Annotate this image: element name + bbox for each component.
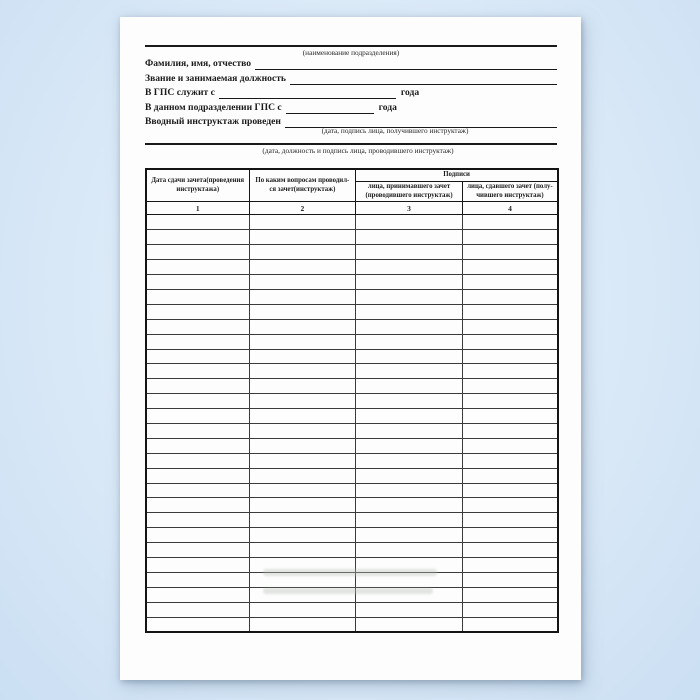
service-since-label: В ГПС служит с	[145, 87, 215, 98]
table-empty-row	[146, 334, 558, 349]
table-empty-cell	[249, 528, 356, 543]
table-empty-cell	[462, 543, 558, 558]
table-empty-cell	[249, 409, 356, 424]
table-empty-cell	[146, 245, 249, 260]
table-empty-cell	[356, 409, 463, 424]
table-empty-cell	[356, 275, 463, 290]
table-empty-cell	[462, 215, 558, 230]
header-examinee-line1: лица, сдавшего зачет (полу-	[467, 182, 553, 190]
header-examinee-column	[462, 181, 558, 202]
table-empty-row	[146, 423, 558, 438]
table-empty-cell	[249, 483, 356, 498]
table-empty-cell	[146, 379, 249, 394]
table-empty-cell	[356, 304, 463, 319]
table-empty-cell	[249, 245, 356, 260]
table-empty-cell	[249, 543, 356, 558]
table-empty-cell	[146, 483, 249, 498]
table-empty-cell	[146, 334, 249, 349]
table-empty-cell	[462, 319, 558, 334]
table-empty-row	[146, 364, 558, 379]
table-empty-cell	[356, 498, 463, 513]
briefing-signature-caption: (дата, подпись лица, получившего инструктаж)	[321, 126, 469, 135]
table-empty-cell	[356, 468, 463, 483]
table-empty-row	[146, 245, 558, 260]
table-empty-cell	[146, 602, 249, 617]
table-empty-cell	[249, 304, 356, 319]
unit-name-blank-line	[145, 45, 557, 47]
header-examiner-line1: лица, принимавшего зачет	[367, 182, 451, 190]
header-date-line2: инструктажа)	[176, 185, 220, 193]
table-empty-cell	[249, 289, 356, 304]
table-empty-cell	[146, 587, 249, 602]
conductor-signature-caption: (дата, должность и подпись лица, проводившего инструктаж)	[262, 146, 454, 155]
table-empty-cell	[146, 304, 249, 319]
table-empty-row	[146, 513, 558, 528]
unit-name-caption: (наименование подразделения)	[302, 48, 400, 57]
table-empty-cell	[462, 572, 558, 587]
table-empty-cell	[249, 498, 356, 513]
table-empty-cell	[462, 245, 558, 260]
table-empty-cell	[356, 483, 463, 498]
table-empty-cell	[462, 483, 558, 498]
table-empty-cell	[356, 423, 463, 438]
table-empty-cell	[249, 319, 356, 334]
field-rank-position	[145, 72, 557, 85]
table-empty-cell	[249, 230, 356, 245]
field-full-name	[145, 57, 557, 70]
table-empty-cell	[356, 543, 463, 558]
table-empty-cell	[356, 334, 463, 349]
column-number-3: 3	[356, 202, 463, 215]
table-empty-cell	[462, 498, 558, 513]
table-empty-cell	[249, 617, 356, 632]
table-empty-cell	[356, 260, 463, 275]
table-empty-row	[146, 453, 558, 468]
table-empty-cell	[146, 528, 249, 543]
table-empty-cell	[356, 349, 463, 364]
header-examinee-line2: чившего инструктаж)	[476, 191, 544, 199]
table-empty-cell	[249, 215, 356, 230]
table-empty-row	[146, 498, 558, 513]
table-empty-cell	[356, 528, 463, 543]
table-empty-cell	[146, 349, 249, 364]
watermark-smudge	[263, 588, 433, 594]
table-empty-cell	[146, 394, 249, 409]
briefing-record-table	[145, 168, 559, 633]
table-header	[146, 169, 558, 215]
table-empty-cell	[146, 409, 249, 424]
table-empty-cell	[462, 349, 558, 364]
table-empty-cell	[249, 275, 356, 290]
table-empty-row	[146, 394, 558, 409]
unit-service-since-blank-line	[286, 102, 374, 114]
header-date-line1: Дата сдачи зачета(проведения	[151, 176, 245, 184]
column-number-1: 1	[146, 202, 249, 215]
table-empty-cell	[462, 230, 558, 245]
table-empty-row	[146, 438, 558, 453]
table-empty-cell	[356, 230, 463, 245]
table-empty-row	[146, 215, 558, 230]
table-empty-cell	[146, 364, 249, 379]
table-empty-cell	[146, 319, 249, 334]
table-empty-cell	[356, 215, 463, 230]
unit-service-since-suffix: года	[378, 101, 397, 113]
service-since-suffix: года	[400, 87, 420, 98]
table-empty-cell	[249, 379, 356, 394]
table-empty-row	[146, 319, 558, 334]
table-empty-cell	[356, 513, 463, 528]
table-empty-cell	[462, 260, 558, 275]
table-empty-cell	[249, 349, 356, 364]
table-empty-row	[146, 543, 558, 558]
table-empty-cell	[462, 423, 558, 438]
header-topics-line2: ся зачет(инструктаж)	[269, 185, 336, 193]
table-empty-cell	[146, 572, 249, 587]
table-empty-row	[146, 468, 558, 483]
service-since-blank-line	[219, 87, 396, 99]
table-empty-cell	[356, 602, 463, 617]
table-empty-row	[146, 230, 558, 245]
table-empty-row	[146, 304, 558, 319]
intro-briefing-label: Вводный инструктаж проведен	[145, 116, 281, 127]
unit-service-since-label: В данном подразделении ГПС с	[145, 101, 282, 113]
table-empty-cell	[462, 304, 558, 319]
table-empty-cell	[356, 379, 463, 394]
header-examiner-column	[356, 181, 463, 202]
table-empty-cell	[249, 364, 356, 379]
column-numbers-row	[146, 202, 558, 215]
table-empty-cell	[249, 438, 356, 453]
table-empty-cell	[146, 557, 249, 572]
table-empty-cell	[146, 617, 249, 632]
table-empty-row	[146, 483, 558, 498]
table-empty-cell	[462, 617, 558, 632]
table-empty-cell	[462, 394, 558, 409]
field-service-since	[145, 86, 557, 99]
table-empty-cell	[146, 289, 249, 304]
table-empty-cell	[249, 334, 356, 349]
document-page	[120, 17, 581, 680]
table-empty-cell	[249, 602, 356, 617]
table-empty-cell	[462, 438, 558, 453]
table-empty-cell	[356, 394, 463, 409]
table-empty-row	[146, 528, 558, 543]
table-empty-cell	[462, 453, 558, 468]
table-empty-cell	[462, 528, 558, 543]
table-empty-cell	[462, 587, 558, 602]
rank-position-label: Звание и занимаемая должность	[145, 72, 286, 84]
field-unit-service-since	[145, 101, 557, 114]
table-empty-cell	[462, 557, 558, 572]
conductor-blank-line	[145, 143, 557, 145]
table-empty-cell	[146, 423, 249, 438]
column-number-2: 2	[249, 202, 356, 215]
table-empty-cell	[249, 468, 356, 483]
table-empty-cell	[146, 498, 249, 513]
table-empty-row	[146, 379, 558, 394]
table-empty-cell	[146, 543, 249, 558]
table-empty-cell	[356, 245, 463, 260]
full-name-blank-line	[255, 58, 557, 70]
table-empty-cell	[462, 275, 558, 290]
table-empty-cell	[356, 319, 463, 334]
table-empty-cell	[462, 334, 558, 349]
header-date-column	[146, 169, 249, 202]
table-empty-cell	[146, 275, 249, 290]
table-empty-cell	[249, 423, 356, 438]
header-signatures-group: Подписи	[356, 169, 558, 181]
table-empty-cell	[146, 230, 249, 245]
rank-position-blank-line	[290, 73, 557, 85]
full-name-label: Фамилия, имя, отчество	[145, 58, 252, 69]
table-empty-cell	[249, 394, 356, 409]
table-empty-cell	[146, 215, 249, 230]
table-empty-cell	[356, 438, 463, 453]
table-empty-cell	[356, 453, 463, 468]
table-empty-cell	[249, 453, 356, 468]
table-empty-cell	[462, 468, 558, 483]
table-empty-cell	[462, 289, 558, 304]
table-empty-cell	[146, 260, 249, 275]
table-empty-cell	[146, 513, 249, 528]
table-empty-row	[146, 289, 558, 304]
table-empty-row	[146, 260, 558, 275]
watermark-smudge	[263, 569, 437, 576]
table-empty-cell	[462, 513, 558, 528]
table-empty-cell	[462, 602, 558, 617]
table-empty-cell	[356, 617, 463, 632]
table-empty-row	[146, 602, 558, 617]
table-empty-cell	[249, 260, 356, 275]
table-empty-row	[146, 275, 558, 290]
table-empty-cell	[249, 513, 356, 528]
table-empty-row	[146, 409, 558, 424]
table-empty-cell	[356, 364, 463, 379]
table-empty-cell	[462, 364, 558, 379]
table-empty-cell	[146, 468, 249, 483]
table-empty-row	[146, 349, 558, 364]
table-empty-cell	[146, 438, 249, 453]
table-empty-cell	[462, 379, 558, 394]
table-empty-cell	[356, 289, 463, 304]
column-number-4: 4	[462, 202, 558, 215]
header-topics-line1: По каким вопросам проводил-	[255, 176, 350, 184]
header-topics-column	[249, 169, 356, 202]
table-empty-cell	[146, 453, 249, 468]
table-empty-row	[146, 617, 558, 632]
header-examiner-line2: (проводившего инструктаж)	[365, 191, 453, 199]
table-empty-cell	[462, 409, 558, 424]
